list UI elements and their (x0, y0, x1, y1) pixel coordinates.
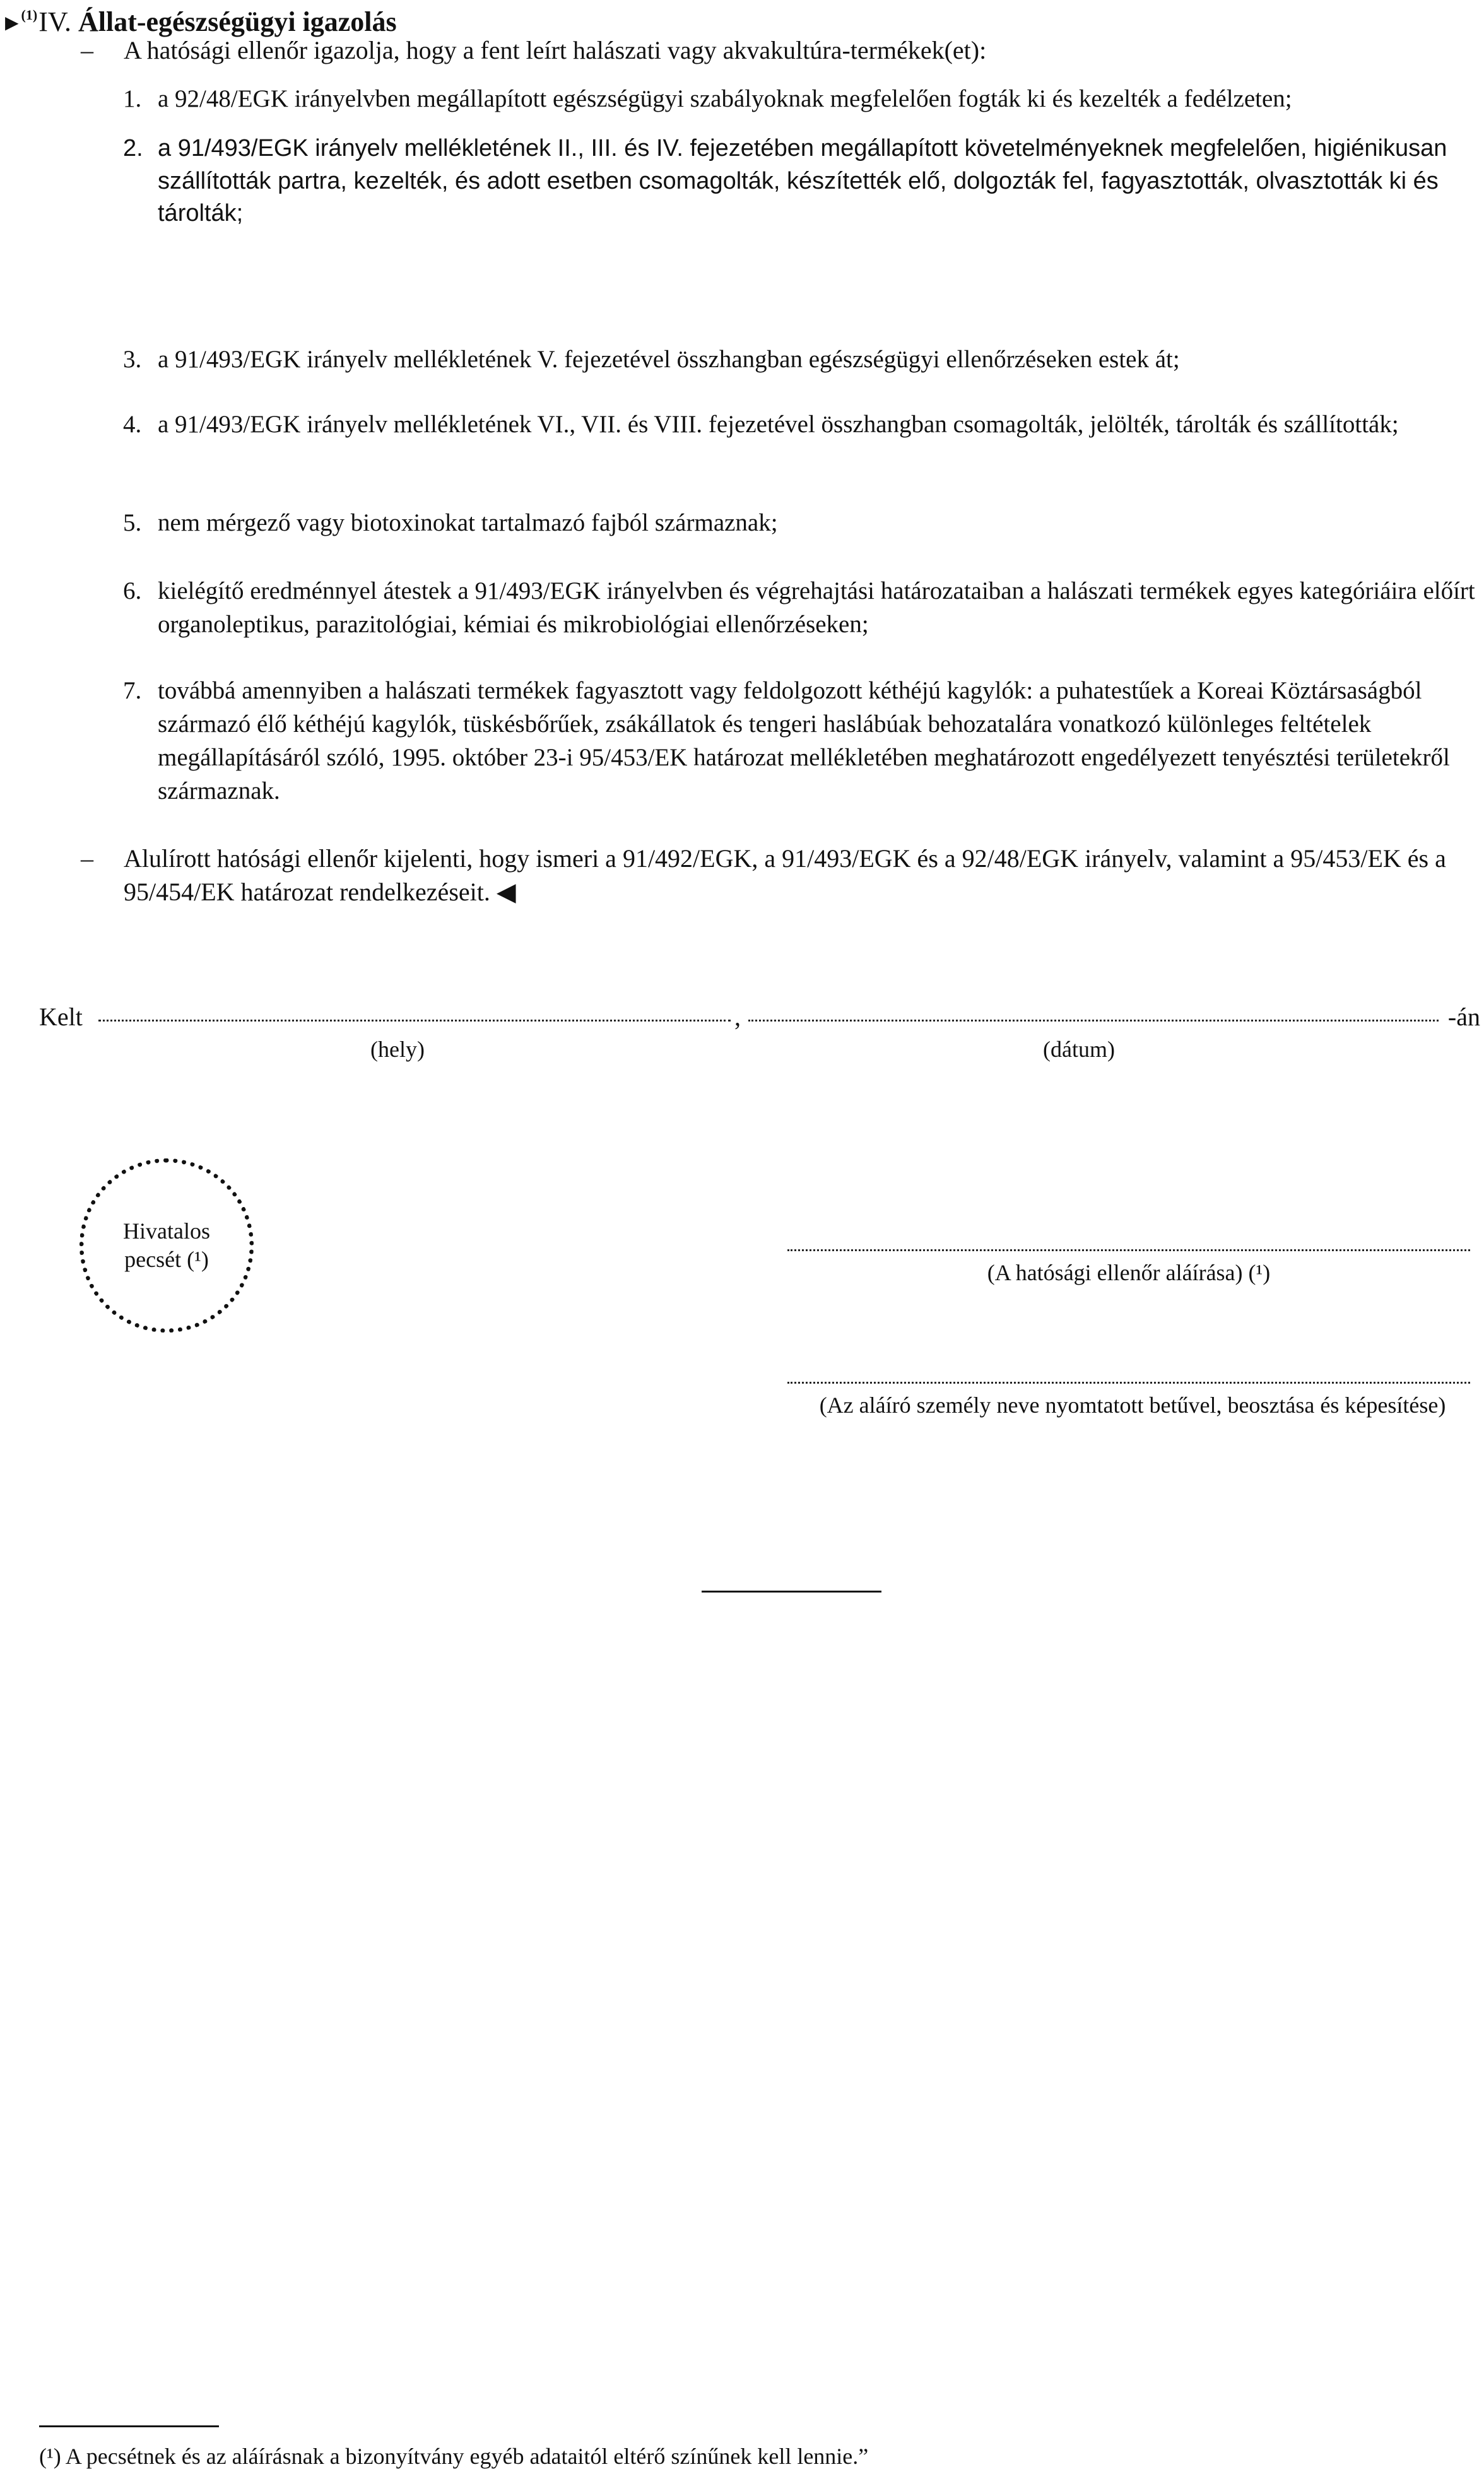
list-item (123, 506, 1480, 544)
place-date-line (39, 1001, 1480, 1031)
item-text: a 91/493/EGK irányelv mellékletének V. fejezetével összhangban egészségügyi ellenőrzéseken estek át; (158, 346, 1180, 373)
item-number: 1. (123, 85, 142, 112)
intro-paragraph (81, 34, 1469, 72)
name-dotted-line (787, 1379, 1470, 1384)
list-item (123, 574, 1480, 644)
end-rule (702, 1591, 881, 1593)
item-number: 5. (123, 509, 142, 536)
dash: – (81, 844, 93, 873)
item-text: kielégítő eredménnyel átestek a 91/493/EGK irányelvben és végrehajtási határozataiban a halászati termékek egyes kategóriáira előírt organoleptikus, parazitológiai, kémiai és mikrobiológiai ellenőrzéseken; (158, 577, 1475, 639)
place-caption: (hely) (370, 1037, 425, 1062)
item-text: a 91/493/EGK irányelv mellékletének II., III. és IV. fejezetében megállapított követelményeknek megfelelően, higiénikusan szállították partra, kezelték, és adott esetben csomagolták, készítették elő, dolgozták fel, fagyasztották, olvasztották ki és tárolták; (158, 135, 1447, 227)
date-suffix: -án (1447, 1003, 1480, 1031)
comma: , (734, 1003, 741, 1031)
item-number: 6. (123, 577, 142, 604)
item-number: 3. (123, 346, 142, 373)
list-item (123, 674, 1480, 813)
item-number: 4. (123, 411, 142, 438)
footnote-rule (39, 2425, 219, 2427)
kelt-label: Kelt (39, 1003, 83, 1031)
declaration-paragraph (81, 842, 1476, 912)
section-title: Állat-egészségügyi igazolás (78, 6, 397, 37)
name-caption: (Az aláíró személy neve nyomtatott betűvel, beosztása és képesítése) (819, 1393, 1446, 1418)
signature-caption: (A hatósági ellenőr aláírása) (¹) (987, 1260, 1271, 1285)
list-item (123, 82, 1480, 120)
dash: – (81, 36, 93, 64)
item-text: a 91/493/EGK irányelv mellékletének VI., VII. és VIII. fejezetével összhangban csomagolták, jelölték, tárolták és szállították; (158, 411, 1399, 438)
declaration-text: Alulírott hatósági ellenőr kijelenti, hogy ismeri a 91/492/EGK, a 91/493/EGK és a 92/48/EGK irányelv, valamint a 95/453/EK és a 95/454/EK határozat rendelkezéseit. ◀ (124, 844, 1446, 906)
section-number: IV. (38, 6, 71, 37)
list-item (123, 343, 1480, 380)
item-number: 7. (123, 677, 142, 704)
item-text: továbbá amennyiben a halászati termékek fagyasztott vagy feldolgozott kéthéjú kagylók: a puhatestűek a Koreai Köztársaságból származó élő kéthéjú kagylók, tüskésbőrűek, zsákállatok és tengeri haslábúak behozatalára vonatkozó különleges feltételek megállapításáról szóló, 1995. október 23-i 95/453/EK határozat mellékletében meghatározott engedélyezett tenyésztési területekről származnak. (158, 677, 1450, 805)
list-item (123, 132, 1480, 233)
list-item (123, 408, 1480, 477)
amendment-reference: (1) (21, 7, 38, 23)
date-caption: (dátum) (1043, 1037, 1115, 1062)
stamp-text: Hivatalos pecsét (¹) (123, 1218, 210, 1272)
date-dotted-line (748, 1001, 1439, 1022)
item-text: a 92/48/EGK irányelvben megállapított egészségügyi szabályoknak megfelelően fogták ki és kezelték a fedélzeten; (158, 85, 1292, 112)
place-dotted-line (98, 1001, 731, 1022)
signature-dotted-line (787, 1247, 1470, 1251)
footnote: (¹) A pecsétnek és az aláírásnak a bizonyítvány egyéb adataitól eltérő színűnek kell lennie.” (39, 2444, 869, 2469)
item-number: 2. (123, 135, 143, 162)
item-text: nem mérgező vagy biotoxinokat tartalmazó fajból származnak; (158, 509, 778, 536)
amendment-start-marker-icon: ▶ (5, 13, 19, 33)
intro-text: A hatósági ellenőr igazolja, hogy a fent leírt halászati vagy akvakultúra-termékek(et): (124, 36, 987, 64)
official-stamp-placeholder (80, 1158, 254, 1333)
